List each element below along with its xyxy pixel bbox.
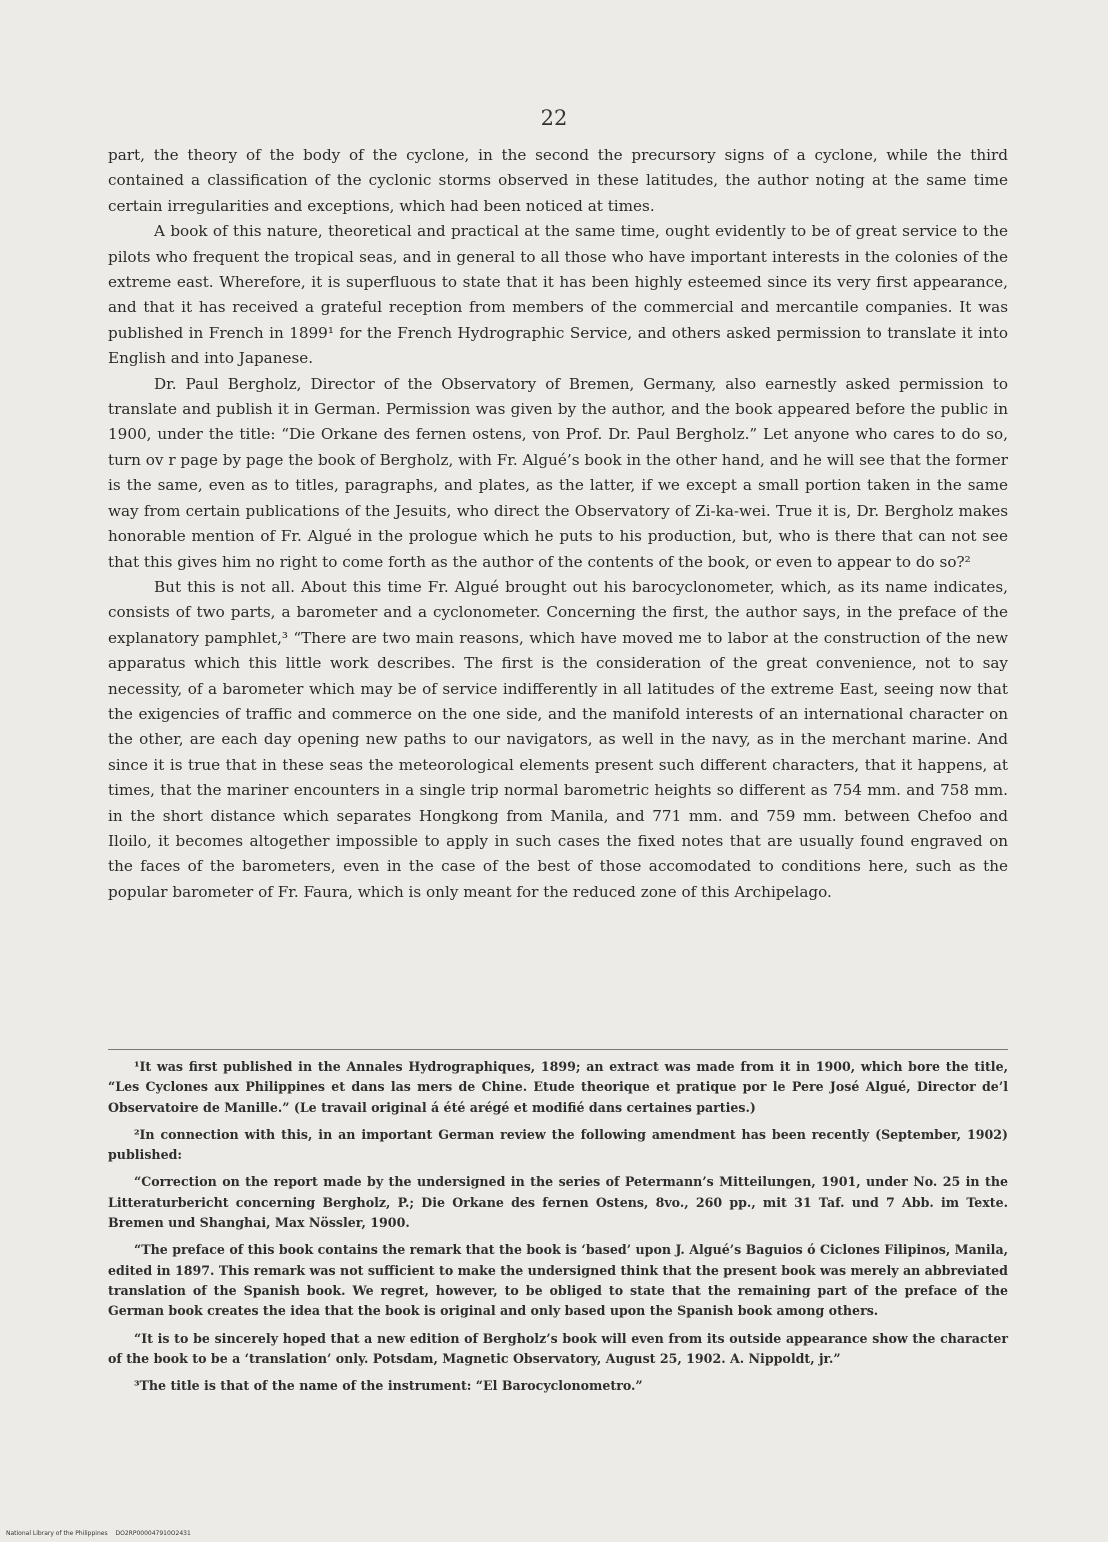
footnote-2: ²In connection with this, in an important German review the following amendment has been recently (September, 1902) published: (108, 1126, 1008, 1163)
footnote-2-quote-2: “The preface of this book contains the remark that the book is ‘based’ upon J. Algué’s Baguios ó Ciclones Filipinos, Manila, edited in 1897. This remark was not sufficient to make the undersigned think that the present book was merely an abbreviated translation of the Spanish book. We regret, however, to be obliged to state that the remaining part of the preface of the German book creates the idea that the book is original and only based upon the Spanish book among others. (108, 1242, 1008, 1319)
footnote-2-quote-1: “Correction on the report made by the undersigned in the series of Petermann’s Mitteilungen, 1901, under No. 25 in the Litteraturbericht concerning Bergholz, P.; Die Orkane des fernen Ostens, 8vo., 260 pp., mit 31 Taf. und 7 Abb. im Texte. Bremen und Shanghai, Max Nössler, 1900. (108, 1174, 1008, 1231)
footnotes (108, 1057, 1008, 1403)
paragraph-2: A book of this nature, theoretical and practical at the same time, ought evidently to be of great service to the pilots who frequent the tropical seas, and in general to all those who have important interests in the colonies of the extreme east. Wherefore, it is superfluous to state that it has been highly esteemed since its very first appearance, and that it has received a grateful reception from members of the commercial and mercantile companies. It was published in French in 1899¹ for the French Hydrographic Service, and others asked permission to translate it into English and into Japanese. (108, 222, 1008, 368)
library-watermark (6, 1530, 197, 1537)
footnote-3: ³The title is that of the name of the instrument: “El Barocyclonometro.” (134, 1378, 643, 1394)
footnote-divider (108, 1049, 1008, 1050)
paragraph-1: part, the theory of the body of the cyclone, in the second the precursory signs of a cyclone, while the third contained a classification of the cyclonic storms observed in these latitudes, the author noting at the same time certain irregularities and exceptions, which had been noticed at times. (108, 146, 1008, 215)
main-text (108, 143, 1008, 905)
library-name: National Library of the Philippines (6, 1530, 108, 1537)
paragraph-4: But this is not all. About this time Fr. Algué brought out his barocyclonometer, which, as its name indicates, consists of two parts, a barometer and a cyclonometer. Concerning the first, the author says, in the preface of the explanatory pamphlet,³ “There are two main reasons, which have moved me to labor at the construction of the new apparatus which this little work describes. The first is the consideration of the great convenience, not to say necessity, of a barometer which may be of service indifferently in all latitudes of the extreme East, seeing now that the exigencies of traffic and commerce on the one side, and the manifold interests of an international character on the other, are each day opening new paths to our navigators, as well in the navy, as in the merchant marine. And since it is true that in these seas the meteorological elements present such different characters, that it happens, at times, that the mariner encounters in a single trip normal barometric heights so different as 754 mm. and 758 mm. in the short distance which separates Hongkong from Manila, and 771 mm. and 759 mm. between Chefoo and Iloilo, it becomes altogether impossible to apply in such cases the fixed notes that are usually found engraved on the faces of the barometers, even in the case of the best of those accomodated to conditions here, such as the popular barometer of Fr. Faura, which is only meant for the reduced zone of this Archipelago. (108, 577, 1008, 901)
paragraph-3: Dr. Paul Bergholz, Director of the Observatory of Bremen, Germany, also earnestly asked permission to translate and publish it in German. Permission was given by the author, and the book appeared before the public in 1900, under the title: “Die Orkane des fernen ostens, von Prof. Dr. Paul Bergholz.” Let anyone who cares to do so, turn ov r page by page the book of Bergholz, with Fr. Algué’s book in the other hand, and he will see that the former is the same, even as to titles, paragraphs, and plates, as the latter, if we except a small portion taken in the same way from certain publications of the Jesuits, who direct the Observatory of Zi-ka-wei. True it is, Dr. Bergholz makes honorable mention of Fr. Algué in the prologue which he puts to his production, but, who is there that can not see that this gives him no right to come forth as the author of the contents of the book, or even to appear to do so?² (108, 374, 1008, 571)
document-code: DO2RP000047910O2431 (115, 1530, 191, 1537)
footnote-2-quote-3: “It is to be sincerely hoped that a new edition of Bergholz’s book will even from its outside appearance show the character of the book to be a ‘translation’ only. Potsdam, Magnetic Observatory, August 25, 1902. A. Nippoldt, jr.” (108, 1330, 1008, 1366)
page-number: 22 (540, 106, 568, 130)
footnote-1: ¹It was first published in the Annales Hydrographiques, 1899; an extract was made from it in 1900, which bore the title, “Les Cyclones aux Philippines et dans las mers de Chine. Etude theorique et pratique por le Pere José Algué, Director de’l Observatoire de Manille.” (Le travail original á été arégé et modifié dans certaines parties.) (108, 1059, 1008, 1115)
